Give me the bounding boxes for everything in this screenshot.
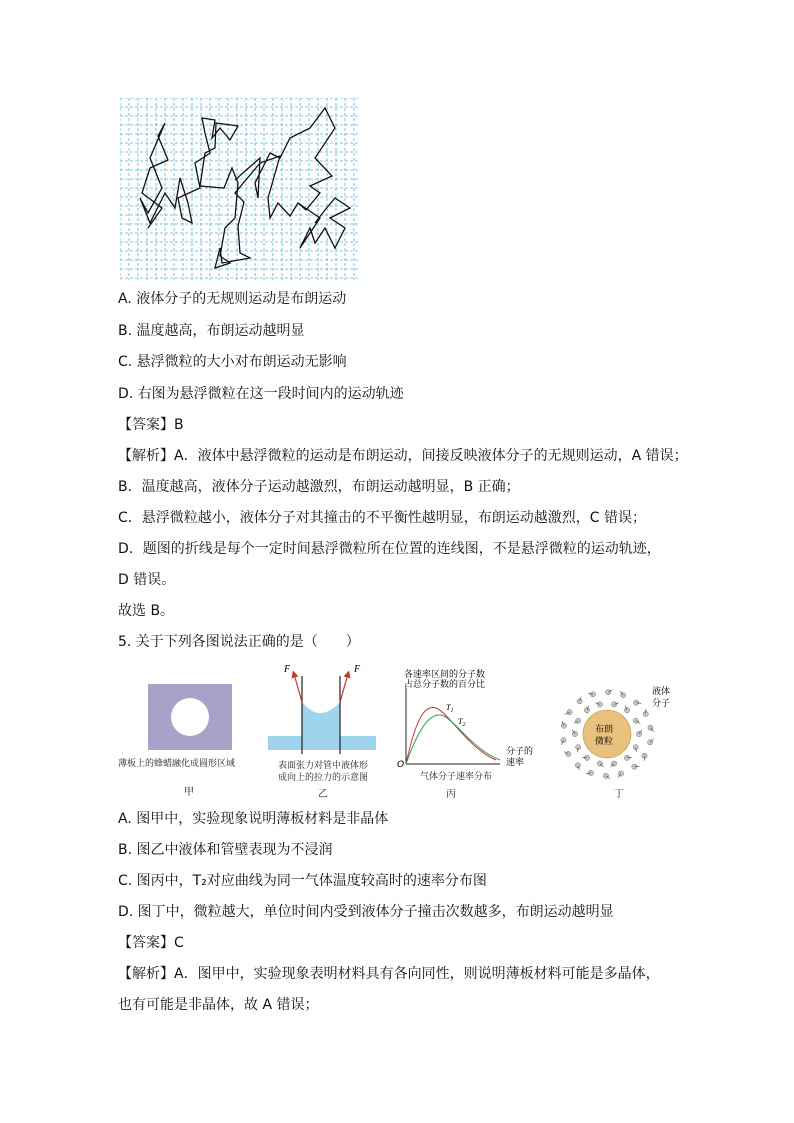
q4-option-c: C. 悬浮微粒的大小对布朗运动无影响 [118, 354, 347, 370]
q4-analysis-line-2: B．温度越高，液体分子运动越激烈，布朗运动越明显，B 正确； [118, 479, 520, 495]
q4-option-d: D. 右图为悬浮微粒在这一段时间内的运动轨迹 [118, 386, 404, 402]
q5-option-b: B. 图乙中液体和管壁表现为不浸润 [118, 842, 333, 858]
q4-answer: 【答案】B [118, 417, 184, 433]
q4-option-b: B. 温度越高，布朗运动越明显 [118, 323, 305, 339]
figure-yi [268, 662, 376, 758]
figure-ding [552, 684, 692, 784]
figure-jia-caption: 薄板上的蜂蜡融化成圆形区域 [118, 759, 236, 769]
q5-option-a: A. 图甲中，实验现象说明薄板材料是非晶体 [118, 811, 389, 827]
q4-option-a: A. 液体分子的无规则运动是布朗运动 [118, 291, 347, 307]
series-t1-label: $T_1$ [446, 703, 454, 714]
liquid-molecule [566, 751, 571, 756]
figure-yi-caption-1: 表面张力对管中液体形 [278, 761, 369, 771]
particle-label-2: 微粒 [595, 737, 614, 747]
q4-analysis-line-5: D 错误。 [118, 572, 176, 588]
series-t2-label: $T_2$ [458, 717, 466, 728]
q5-analysis-line-1: 【解析】A．图甲中，实验现象表明材料具有各向同性，则说明薄板材料可能是多晶体， [118, 966, 660, 982]
force-arrow-left [294, 674, 302, 702]
figure-yi-label: 乙 [318, 789, 328, 800]
liquid-molecule [590, 692, 595, 697]
figure-yi-caption-2: 成向上的拉力的示意图 [278, 773, 369, 783]
axis-xlabel-2: 速率 [506, 758, 525, 768]
liquid-in-tube [302, 702, 340, 750]
liquid-molecule [597, 702, 602, 707]
liquid-molecule [612, 702, 617, 707]
axis-ylabel-2: 占总分子数的百分比 [404, 680, 486, 690]
melted-wax-circle [171, 698, 209, 736]
q4-analysis-line-4: D．题图的折线是每个一定时间悬浮微粒所在位置的连线图，不是悬浮微粒的运动轨迹， [118, 541, 661, 557]
origin-label: O [397, 760, 405, 768]
molecule-label-1: 液体 [652, 687, 671, 697]
molecule-label-2: 分子 [652, 699, 671, 709]
force-arrow-right [340, 674, 348, 702]
force-label-right: F [354, 664, 361, 675]
curve-t2 [406, 715, 500, 764]
q4-analysis-line-1: 【解析】A．液体中悬浮微粒的运动是布朗运动，间接反映液体分子的无规则运动，A 错误； [118, 448, 688, 464]
curve-t1 [406, 708, 496, 764]
figure-ding-label: 丁 [614, 789, 624, 800]
force-label-left: F [284, 664, 291, 675]
particle-label-1: 布朗 [595, 725, 614, 735]
figure-bing [396, 668, 546, 768]
particle-path-2 [298, 198, 350, 248]
figure-bing-label: 丙 [446, 789, 456, 800]
brownian-motion-figure [120, 98, 358, 280]
liquid-molecule [567, 710, 572, 715]
liquid-molecule [588, 770, 593, 775]
axis-xlabel-1: 分子的 [506, 747, 534, 757]
figure-bing-caption: 气体分子速率分布 [420, 772, 493, 782]
q5-option-c: C. 图丙中，T₂对应曲线为同一气体温度较高时的速率分布图 [118, 873, 487, 889]
q4-analysis-line-6: 故选 B。 [118, 603, 175, 619]
q5-stem: 5. 关于下列各图说法正确的是（ ） [118, 634, 360, 650]
figure-jia [148, 684, 232, 750]
q4-analysis-line-3: C．悬浮微粒越小，液体分子对其撞击的不平衡性越明显，布朗运动越激烈，C 错误； [118, 510, 646, 526]
liquid-molecule [561, 738, 566, 743]
figure-jia-label: 甲 [184, 787, 194, 798]
liquid-molecule [577, 699, 582, 704]
q5-answer: 【答案】C [118, 935, 184, 951]
q5-analysis-line-2: 也有可能是非晶体，故 A 错误； [118, 997, 319, 1013]
q5-option-d: D. 图丁中，微粒越大，单位时间内受到液体分子撞击次数越多，布朗运动越明显 [118, 904, 614, 920]
axis-ylabel-1: 各速率区间的分子数 [404, 670, 486, 680]
